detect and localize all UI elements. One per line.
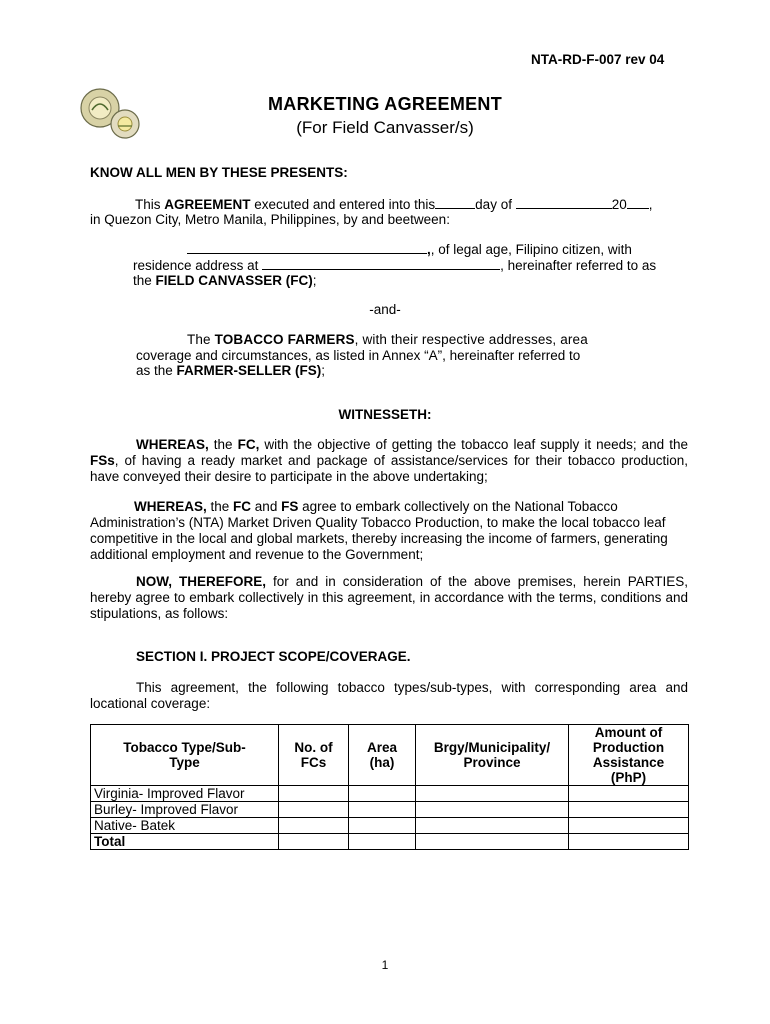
document-title: MARKETING AGREEMENT [267,94,503,114]
amount-cell[interactable] [569,834,689,850]
location-cell[interactable] [416,802,569,818]
fcs-cell[interactable] [279,786,349,802]
fc-line-3: the FIELD CANVASSER (FC); [133,273,317,288]
agreement-term: AGREEMENT [164,197,251,212]
fcs-cell[interactable] [279,802,349,818]
day-blank[interactable] [435,196,475,209]
document-code: NTA-RD-F-007 rev 04 [531,52,665,67]
area-cell[interactable] [349,818,416,834]
header-tobacco-type: Tobacco Type/Sub-Type [91,725,279,786]
month-blank[interactable] [516,196,612,209]
location-cell[interactable] [416,818,569,834]
table-row [91,818,689,834]
intro-line-2: in Quezon City, Metro Manila, Philippines, by and beetween: [90,212,450,227]
header-amount: Amount of Production Assistance (PhP) [569,725,689,786]
page-number: 1 [381,958,389,972]
amount-cell[interactable] [569,802,689,818]
fcs-cell[interactable] [279,818,349,834]
fc-line-1: ,, of legal age, Filipino citizen, with [187,241,632,257]
and-separator: -and- [369,302,401,317]
location-cell[interactable] [416,834,569,850]
row-type-label: Native- Batek [91,818,279,834]
table-row [91,802,689,818]
area-cell[interactable] [349,786,416,802]
row-type-label: Virginia- Improved Flavor [91,786,279,802]
table-row [91,786,689,802]
location-cell[interactable] [416,786,569,802]
header-area: Area (ha) [349,725,416,786]
fcs-cell[interactable] [279,834,349,850]
witnesseth-heading: WITNESSETH: [338,407,432,422]
table-total-row [91,834,689,850]
year-blank[interactable] [627,196,649,209]
fs-line-1: The TOBACCO FARMERS, with their respective addresses, area [187,332,588,347]
residence-address-blank[interactable] [262,257,500,270]
section-1-heading: SECTION I. PROJECT SCOPE/COVERAGE. [136,649,411,664]
intro-line-1: This AGREEMENT executed and entered into this day of 20 , [135,197,653,212]
fc-label: FIELD CANVASSER (FC) [155,273,313,288]
whereas-paragraph-2: WHEREAS, the FC and FS agree to embark collectively on the National Tobacco Administration’s (NTA) Market Driven Quality Tobacco Production, to make the local tobacco leaf competitive in the local and global markets, thereby increasing the income of farmers, generating additional employment and revenue to the Government; [90,499,668,562]
amount-cell[interactable] [569,818,689,834]
area-cell[interactable] [349,834,416,850]
header-no-of-fcs: No. of FCs [279,725,349,786]
fs-label: FARMER-SELLER (FS) [176,363,322,378]
now-therefore-paragraph: NOW, THEREFORE, for and in consideration of the above premises, herein PARTIES, hereby agree to embark collectively in this agreement, in accordance with the terms, conditions and stipulations, as follows: [90,574,688,621]
amount-cell[interactable] [569,786,689,802]
whereas-paragraph-1: WHEREAS, the FC, with the objective of getting the tobacco leaf supply it needs; and the FSs, of having a ready market and package of assistance/services for their tobacco production, have conveyed their desire to participate in the above undertaking; [90,437,688,484]
fs-line-3: as the FARMER-SELLER (FS); [136,363,326,378]
coverage-table [90,724,689,850]
row-total-label: Total [91,834,279,850]
section-1-text: This agreement, the following tobacco types/sub-types, with corresponding area and locational coverage: [90,680,688,711]
know-all-heading: KNOW ALL MEN BY THESE PRESENTS: [90,165,348,180]
table-header-row [91,725,689,786]
area-cell[interactable] [349,802,416,818]
header-location: Brgy/Municipality/ Province [416,725,569,786]
fs-line-2: coverage and circumstances, as listed in Annex “A”, hereinafter referred to [136,348,581,363]
tobacco-farmers-term: TOBACCO FARMERS [214,332,355,347]
row-type-label: Burley- Improved Flavor [91,802,279,818]
fc-name-blank[interactable] [187,241,427,254]
fc-line-2: residence address at , hereinafter referred to as [133,258,657,273]
document-subtitle: (For Field Canvasser/s) [296,118,474,137]
